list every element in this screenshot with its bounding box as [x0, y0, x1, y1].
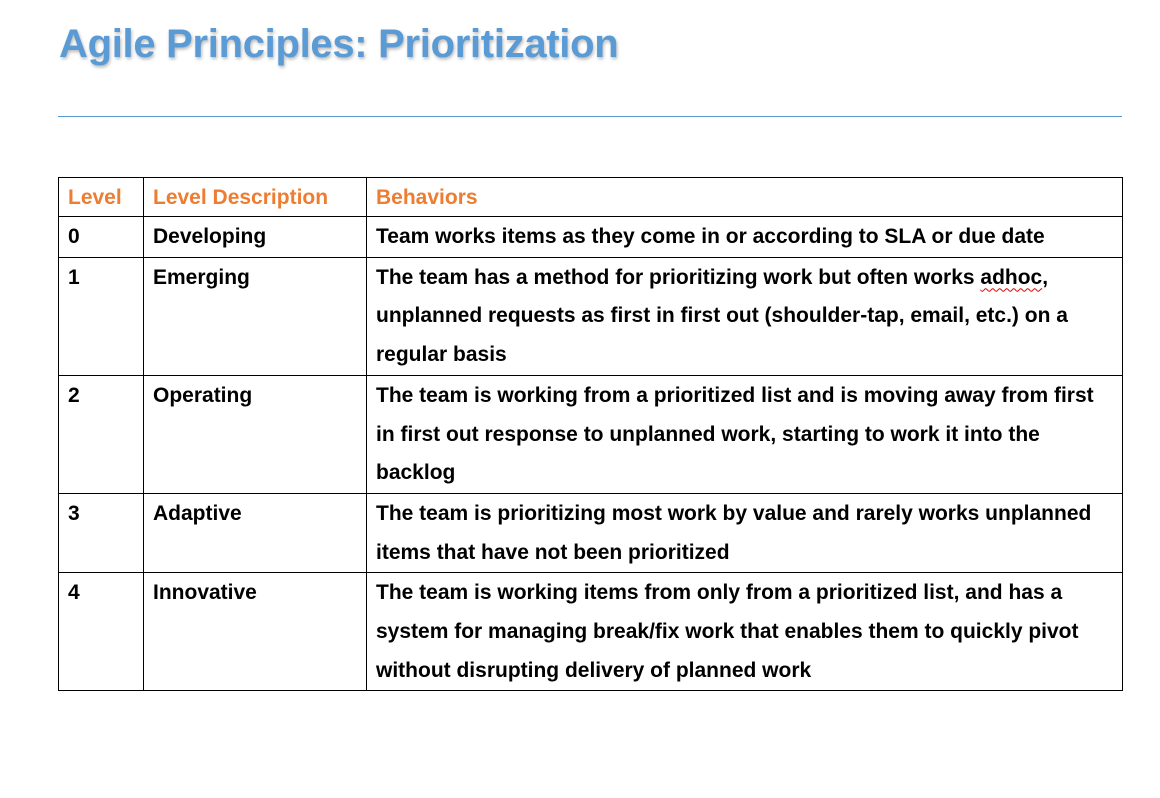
- behaviors-cell: [367, 257, 1123, 375]
- header-level-description: Level Description: [144, 178, 367, 217]
- level-cell: 3: [59, 493, 144, 572]
- description-cell: Developing: [144, 217, 367, 258]
- level-cell: 0: [59, 217, 144, 258]
- level-cell: 1: [59, 257, 144, 375]
- table-row: [59, 573, 1123, 691]
- spellcheck-flagged-word[interactable]: adhoc: [980, 265, 1043, 289]
- prioritization-table: [58, 177, 1123, 691]
- page-title: Agile Principles: Prioritization: [59, 22, 619, 66]
- description-cell: Operating: [144, 375, 367, 493]
- behaviors-text: , unplanned requests as first in first out (shoulder-tap, email, etc.) on a regular basis: [376, 265, 1068, 367]
- description-cell: Innovative: [144, 573, 367, 691]
- behaviors-cell: The team is prioritizing most work by value and rarely works unplanned items that have not been prioritized: [367, 493, 1123, 572]
- behaviors-cell: The team is working items from only from a prioritized list, and has a system for managing break/fix work that enables them to quickly pivot without disrupting delivery of planned work: [367, 573, 1123, 691]
- table-header-row: [59, 178, 1123, 217]
- table-row: [59, 217, 1123, 258]
- behaviors-cell: Team works items as they come in or according to SLA or due date: [367, 217, 1123, 258]
- behaviors-cell: The team is working from a prioritized list and is moving away from first in first out response to unplanned work, starting to work it into the backlog: [367, 375, 1123, 493]
- behaviors-text: The team has a method for prioritizing work but often works: [376, 265, 981, 289]
- table-row: [59, 375, 1123, 493]
- header-level: Level: [59, 178, 144, 217]
- title-divider: [58, 116, 1122, 117]
- level-cell: 4: [59, 573, 144, 691]
- description-cell: Emerging: [144, 257, 367, 375]
- description-cell: Adaptive: [144, 493, 367, 572]
- header-behaviors: Behaviors: [367, 178, 1123, 217]
- level-cell: 2: [59, 375, 144, 493]
- table-row: [59, 493, 1123, 572]
- table-row: [59, 257, 1123, 375]
